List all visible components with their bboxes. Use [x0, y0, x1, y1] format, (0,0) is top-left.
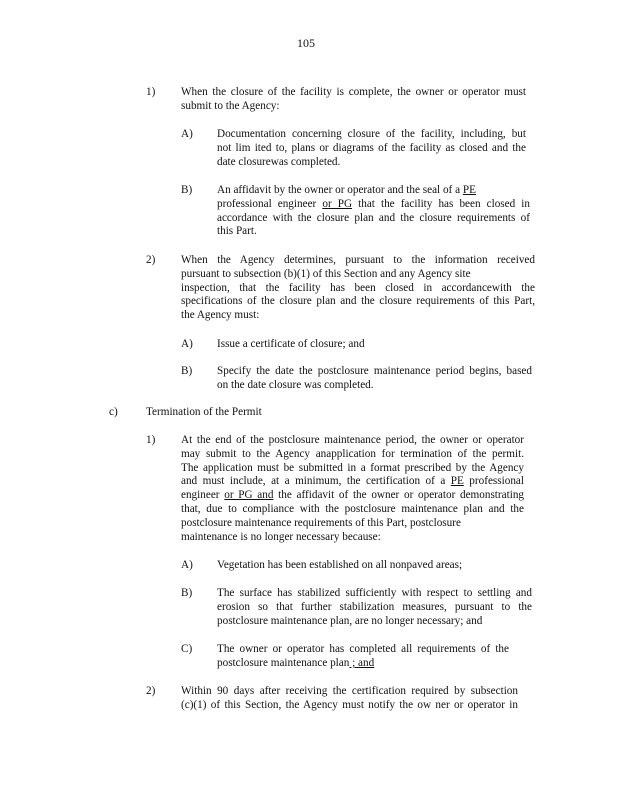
paragraph [217, 128, 526, 169]
inserted-text: PE [450, 475, 464, 488]
text-segment: postclosure maintenance plan [217, 656, 350, 669]
item-label: A) [181, 338, 193, 350]
text-line: submit to the Agency: [181, 99, 280, 112]
item-label: A) [181, 559, 193, 571]
item-label: 2) [146, 254, 156, 266]
text-line: When the closure of the facility is complete, the owner or operator must [181, 86, 526, 98]
item-label: B) [181, 184, 193, 196]
text-line: inspection, that the facility has been closed in accordancewith the [181, 281, 535, 294]
text-segment: engineer [181, 489, 225, 502]
text-segment: professional [463, 475, 524, 488]
text-segment: An affidavit by the owner or operator and the seal of a [217, 184, 463, 196]
text-line: this Part. [217, 225, 257, 238]
paragraph [181, 685, 518, 713]
text-line: Issue a certificate of closure; and [217, 338, 365, 350]
section-label: c) [109, 406, 118, 418]
item-label: B) [181, 365, 193, 377]
inserted-text: PE [462, 184, 476, 196]
text-line: The application must be submitted in a format prescribed by the Agency [181, 461, 524, 474]
paragraph [217, 559, 526, 573]
text-line: Specify the date the postclosure maintenance period begins, based [217, 365, 532, 377]
inserted-text: ; and [349, 656, 375, 669]
text-segment: professional engineer [217, 197, 323, 210]
text-line: not lim ited to, plans or diagrams of the facility as closed and the [217, 141, 526, 154]
paragraph [217, 587, 532, 628]
text-line: (c)(1) of this Section, the Agency must notify the ow ner or operator in [181, 698, 518, 711]
text-line [217, 198, 530, 212]
text-line: pursuant to subsection (b)(1) of this Section and any Agency site [181, 267, 471, 280]
text-line: may submit to the Agency anapplication for termination of the permit. [181, 447, 524, 460]
paragraph [217, 643, 509, 671]
text-line: Within 90 days after receiving the certification required by subsection [181, 685, 518, 697]
item-label: C) [181, 643, 193, 655]
paragraph [217, 365, 532, 393]
text-line: the Agency must: [181, 309, 260, 322]
text-line: Vegetation has been established on all nonpaved areas; [217, 559, 463, 571]
text-line [181, 475, 524, 489]
text-line [217, 184, 530, 198]
text-line: The owner or operator has completed all requirements of the [217, 643, 509, 655]
text-segment: that the facility has been closed in [352, 197, 530, 210]
text-line: accordance with the closure plan and the closure requirements of [217, 211, 530, 224]
paragraph [181, 86, 526, 114]
text-line: When the Agency determines, pursuant to the information received [181, 254, 535, 266]
item-label: A) [181, 128, 193, 140]
paragraph [217, 338, 526, 352]
text-line [217, 657, 509, 671]
paragraph [181, 254, 535, 323]
inserted-text: or PG [322, 197, 353, 210]
text-segment: the affidavit of the owner or operator demonstrating [273, 489, 525, 502]
text-line: postclosure maintenance requirements of this Part, postclosure [181, 516, 461, 529]
page-number: 105 [297, 36, 315, 50]
paragraph [217, 184, 530, 239]
inserted-text: or PG and [224, 489, 274, 502]
text-line: At the end of the postclosure maintenance period, the owner or operator [181, 434, 524, 446]
text-line: date closurewas completed. [217, 155, 341, 168]
text-line: maintenance is no longer necessary because: [181, 530, 381, 543]
paragraph [181, 434, 524, 544]
text-line [181, 489, 524, 503]
item-label: 1) [146, 86, 156, 98]
text-segment: and must include, at a minimum, the certification of a [181, 475, 451, 488]
item-label: 1) [146, 434, 156, 446]
text-line: specifications of the closure plan and the closure requirements of this Part, [181, 295, 535, 308]
text-line: that, due to compliance with the postclosure maintenance plan and the [181, 502, 524, 515]
text-line: Documentation concerning closure of the facility, including, but [217, 128, 526, 140]
text-line: postclosure maintenance plan, are no longer necessary; and [217, 614, 483, 627]
text-line: on the date closure was completed. [217, 378, 374, 391]
text-line: Termination of the Permit [146, 406, 262, 418]
text-line: The surface has stabilized sufficiently with respect to settling and [217, 587, 532, 599]
item-label: 2) [146, 685, 156, 697]
text-line: erosion so that further stabilization measures, pursuant to the [217, 600, 532, 613]
section-heading [146, 406, 446, 420]
item-label: B) [181, 587, 193, 599]
